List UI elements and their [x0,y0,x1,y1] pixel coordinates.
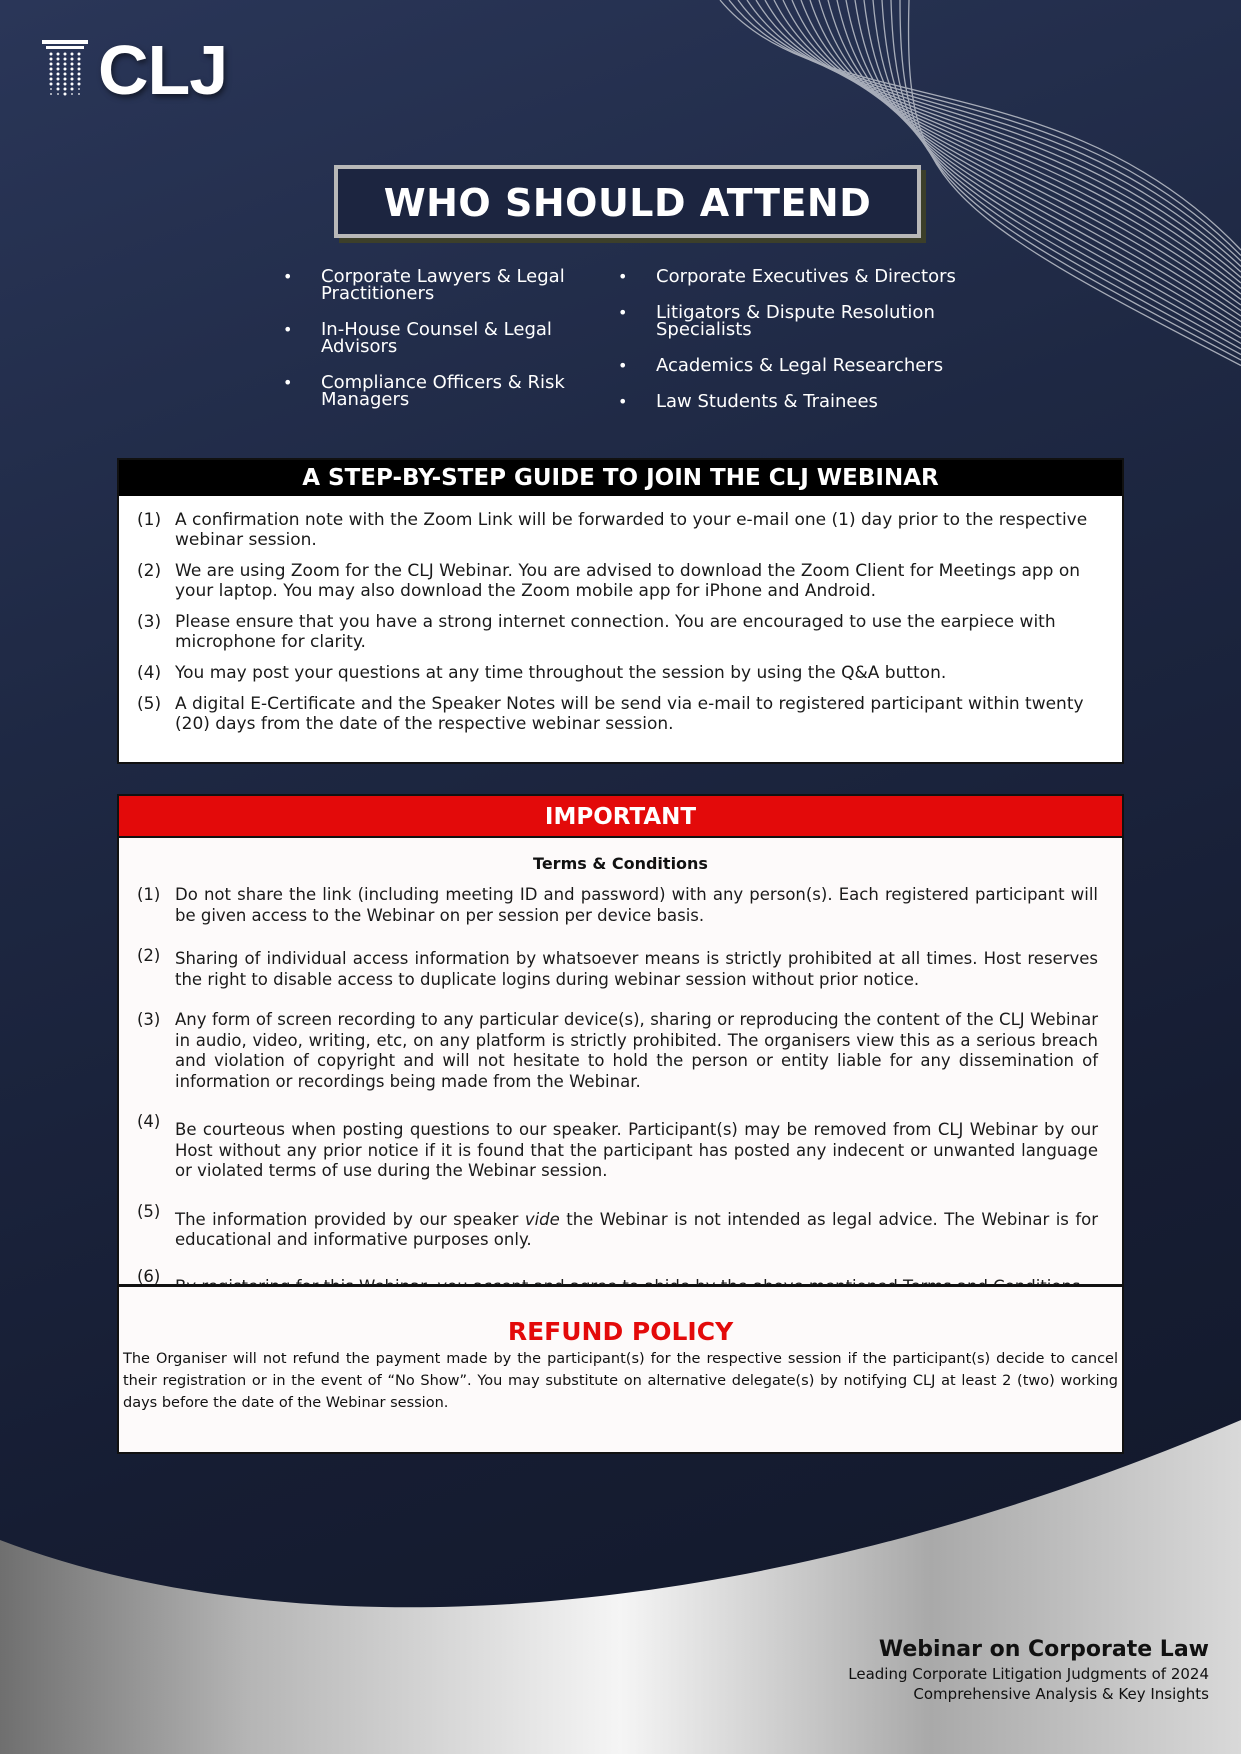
pillar-dot [50,68,53,71]
pillar-icon [40,40,90,102]
term-number: (4) [137,1112,161,1131]
pillar-dot [78,63,81,66]
footer-title: Webinar on Corporate Law [878,1637,1209,1662]
attend-title: WHO SHOULD ATTEND [383,181,872,225]
pillar-dot [50,53,53,56]
refund-panel [117,1285,1124,1454]
term-text-part: the Webinar is not intended as legal advice. The Webinar is for educational and informative purposes only. [175,1209,1099,1249]
pillar-dot [64,63,67,66]
logo-text: CLJ [98,31,228,109]
pillar-dot [50,88,52,90]
pillar-dot [50,58,53,61]
important-title: IMPORTANT [119,796,1122,838]
pillar-dot [71,83,74,86]
wave-line [792,0,1241,294]
list-item: • Academics & Legal Researchers [618,357,998,374]
footer-tagline: Comprehensive Analysis & Key Insights [913,1685,1209,1703]
term-number: (5) [137,1201,161,1221]
list-item [135,663,1096,683]
pillar-dot [50,63,53,66]
pillar-dot [64,93,67,96]
terms-title: Terms & Conditions [533,854,708,873]
pillar-dot [57,63,60,66]
list-item: • Law Students & Trainees [618,393,998,410]
term-text: Do not share the link (including meeting ID and password) with any person(s). Each registered participant will be given access to the Webinar on per session per device basis. [175,885,1098,925]
pillar-dot [50,78,53,81]
step-text: We are using Zoom for the CLJ Webinar. You are advised to download the Zoom Client for Meetings app on your laptop. You may also download the Zoom mobile app for iPhone and Android. [175,561,1081,601]
footer-subtitle: Leading Corporate Litigation Judgments of 2024 [848,1665,1209,1683]
pillar-dot [78,68,81,71]
list-item [135,1202,1098,1251]
pillar-dot [64,53,67,56]
step-text: A confirmation note with the Zoom Link will be forwarded to your e-mail one (1) day prior to the respective webinar session. [175,510,1088,550]
pillar-dot [78,93,80,95]
pillar-dot [71,63,74,66]
step-text: You may post your questions at any time throughout the session by using the Q&A button. [175,663,947,683]
guide-panel [117,458,1124,764]
pillar-dot [71,88,74,91]
refund-text: The Organiser will not refund the payment made by the participant(s) for the respective session if the participant(s) decide to cancel their registration or in the event of “No Show”. You may substitute on alternative delegate(s) by notifying CLJ at least 2 (two) working days before the date of the Webinar session. [123,1351,1118,1411]
term-text-part: The information provided by our speaker [175,1209,525,1229]
wave-line [819,0,1241,311]
step-number: (3) [137,612,162,632]
important-panel [117,794,1124,1286]
pillar-dot [57,83,60,86]
terms-list [119,873,1122,1297]
term-text: Be courteous when posting questions to our speaker. Participant(s) may be removed from CLJ Webinar by our Host without any prior notice if it is found that the participant has posted any indecent or unwanted language or violated terms of use during the Webinar session. [175,1120,1098,1180]
list-item [135,694,1096,734]
wave-line [810,0,1241,305]
pillar-dot [71,78,74,81]
list-item [135,946,1098,990]
list-item [135,510,1096,550]
pillar-dot [71,73,74,76]
step-number: (2) [137,561,162,581]
term-text: Sharing of individual access information by whatsoever means is strictly prohibited at all times. Host reserves the right to disable access to duplicate logins during webinar session without prior notice. [175,949,1098,989]
step-number: (1) [137,510,162,530]
pillar-dot [78,78,81,81]
step-text: A digital E-Certificate and the Speaker Notes will be send via e-mail to registered participant within twenty (20) days from the date of the respective webinar session. [175,694,1084,734]
pillar-dot [64,83,67,86]
step-number: (4) [137,663,162,683]
attend-title-box [334,165,921,238]
pillar-dot [71,93,73,95]
pillar-dot [78,83,81,86]
pillar-dot [78,53,81,56]
pillar-dot [71,53,74,56]
pillar-dot [78,88,80,90]
list-item: • Litigators & Dispute Resolution Specialists [618,304,998,338]
pillar-dot [64,78,67,81]
step-number: (5) [137,694,162,714]
pillar-dot [50,73,53,76]
clj-logo [40,31,240,109]
refund-title: REFUND POLICY [507,1317,734,1346]
term-number: (3) [137,1010,161,1029]
list-item: • In-House Counsel & Legal Advisors [283,321,583,355]
term-number: (6) [137,1266,161,1286]
pillar-dot [57,88,60,91]
list-item: • Compliance Officers & Risk Managers [283,374,583,408]
term-number: (2) [137,946,161,965]
pillar-dot [57,78,60,81]
pillar-dot [78,73,81,76]
pillar-dot [50,83,53,86]
term-text [175,1202,1098,1251]
term-text: Any form of screen recording to any particular device(s), sharing or reproducing the content of the CLJ Webinar in audio, video, writing, etc, on any platform is strictly prohibited. The organisers view this as a serious breach and violation of copyright and will not hesitate to hold the person or entity liable for any dissemination of information or recordings being made from the Webinar. [175,1010,1098,1091]
pillar-dot [57,73,60,76]
attend-list-left [283,268,583,427]
pillar-dot [71,58,74,61]
wave-line [801,0,1241,300]
pillar-dot [71,68,74,71]
list-item: • Corporate Executives & Directors [618,268,998,285]
pillar-dot [64,73,67,76]
list-item [135,612,1096,652]
list-item [135,1010,1098,1092]
list-item: • Corporate Lawyers & Legal Practitioners [283,268,583,302]
footer [848,1636,1209,1704]
pillar-dot [57,58,60,61]
attend-list-right [618,268,998,429]
guide-title: A STEP-BY-STEP GUIDE TO JOIN THE CLJ WEBINAR [119,460,1122,496]
list-item [135,561,1096,601]
pillar-dot [64,68,67,71]
term-text-italic: vide [524,1209,560,1229]
pillar-dot [64,58,67,61]
step-text: Please ensure that you have a strong internet connection. You are encouraged to use the earpiece with microphone for clarity. [175,612,1056,652]
guide-steps [119,496,1122,734]
list-item [135,885,1098,926]
pillar-dot [57,93,59,95]
term-number: (1) [137,885,161,904]
pillar-dot [57,53,60,56]
pillar-dot [50,93,52,95]
list-item [135,1112,1098,1182]
pillar-dot [57,68,60,71]
pillar-dot [78,58,81,61]
pillar-dot [64,88,67,91]
